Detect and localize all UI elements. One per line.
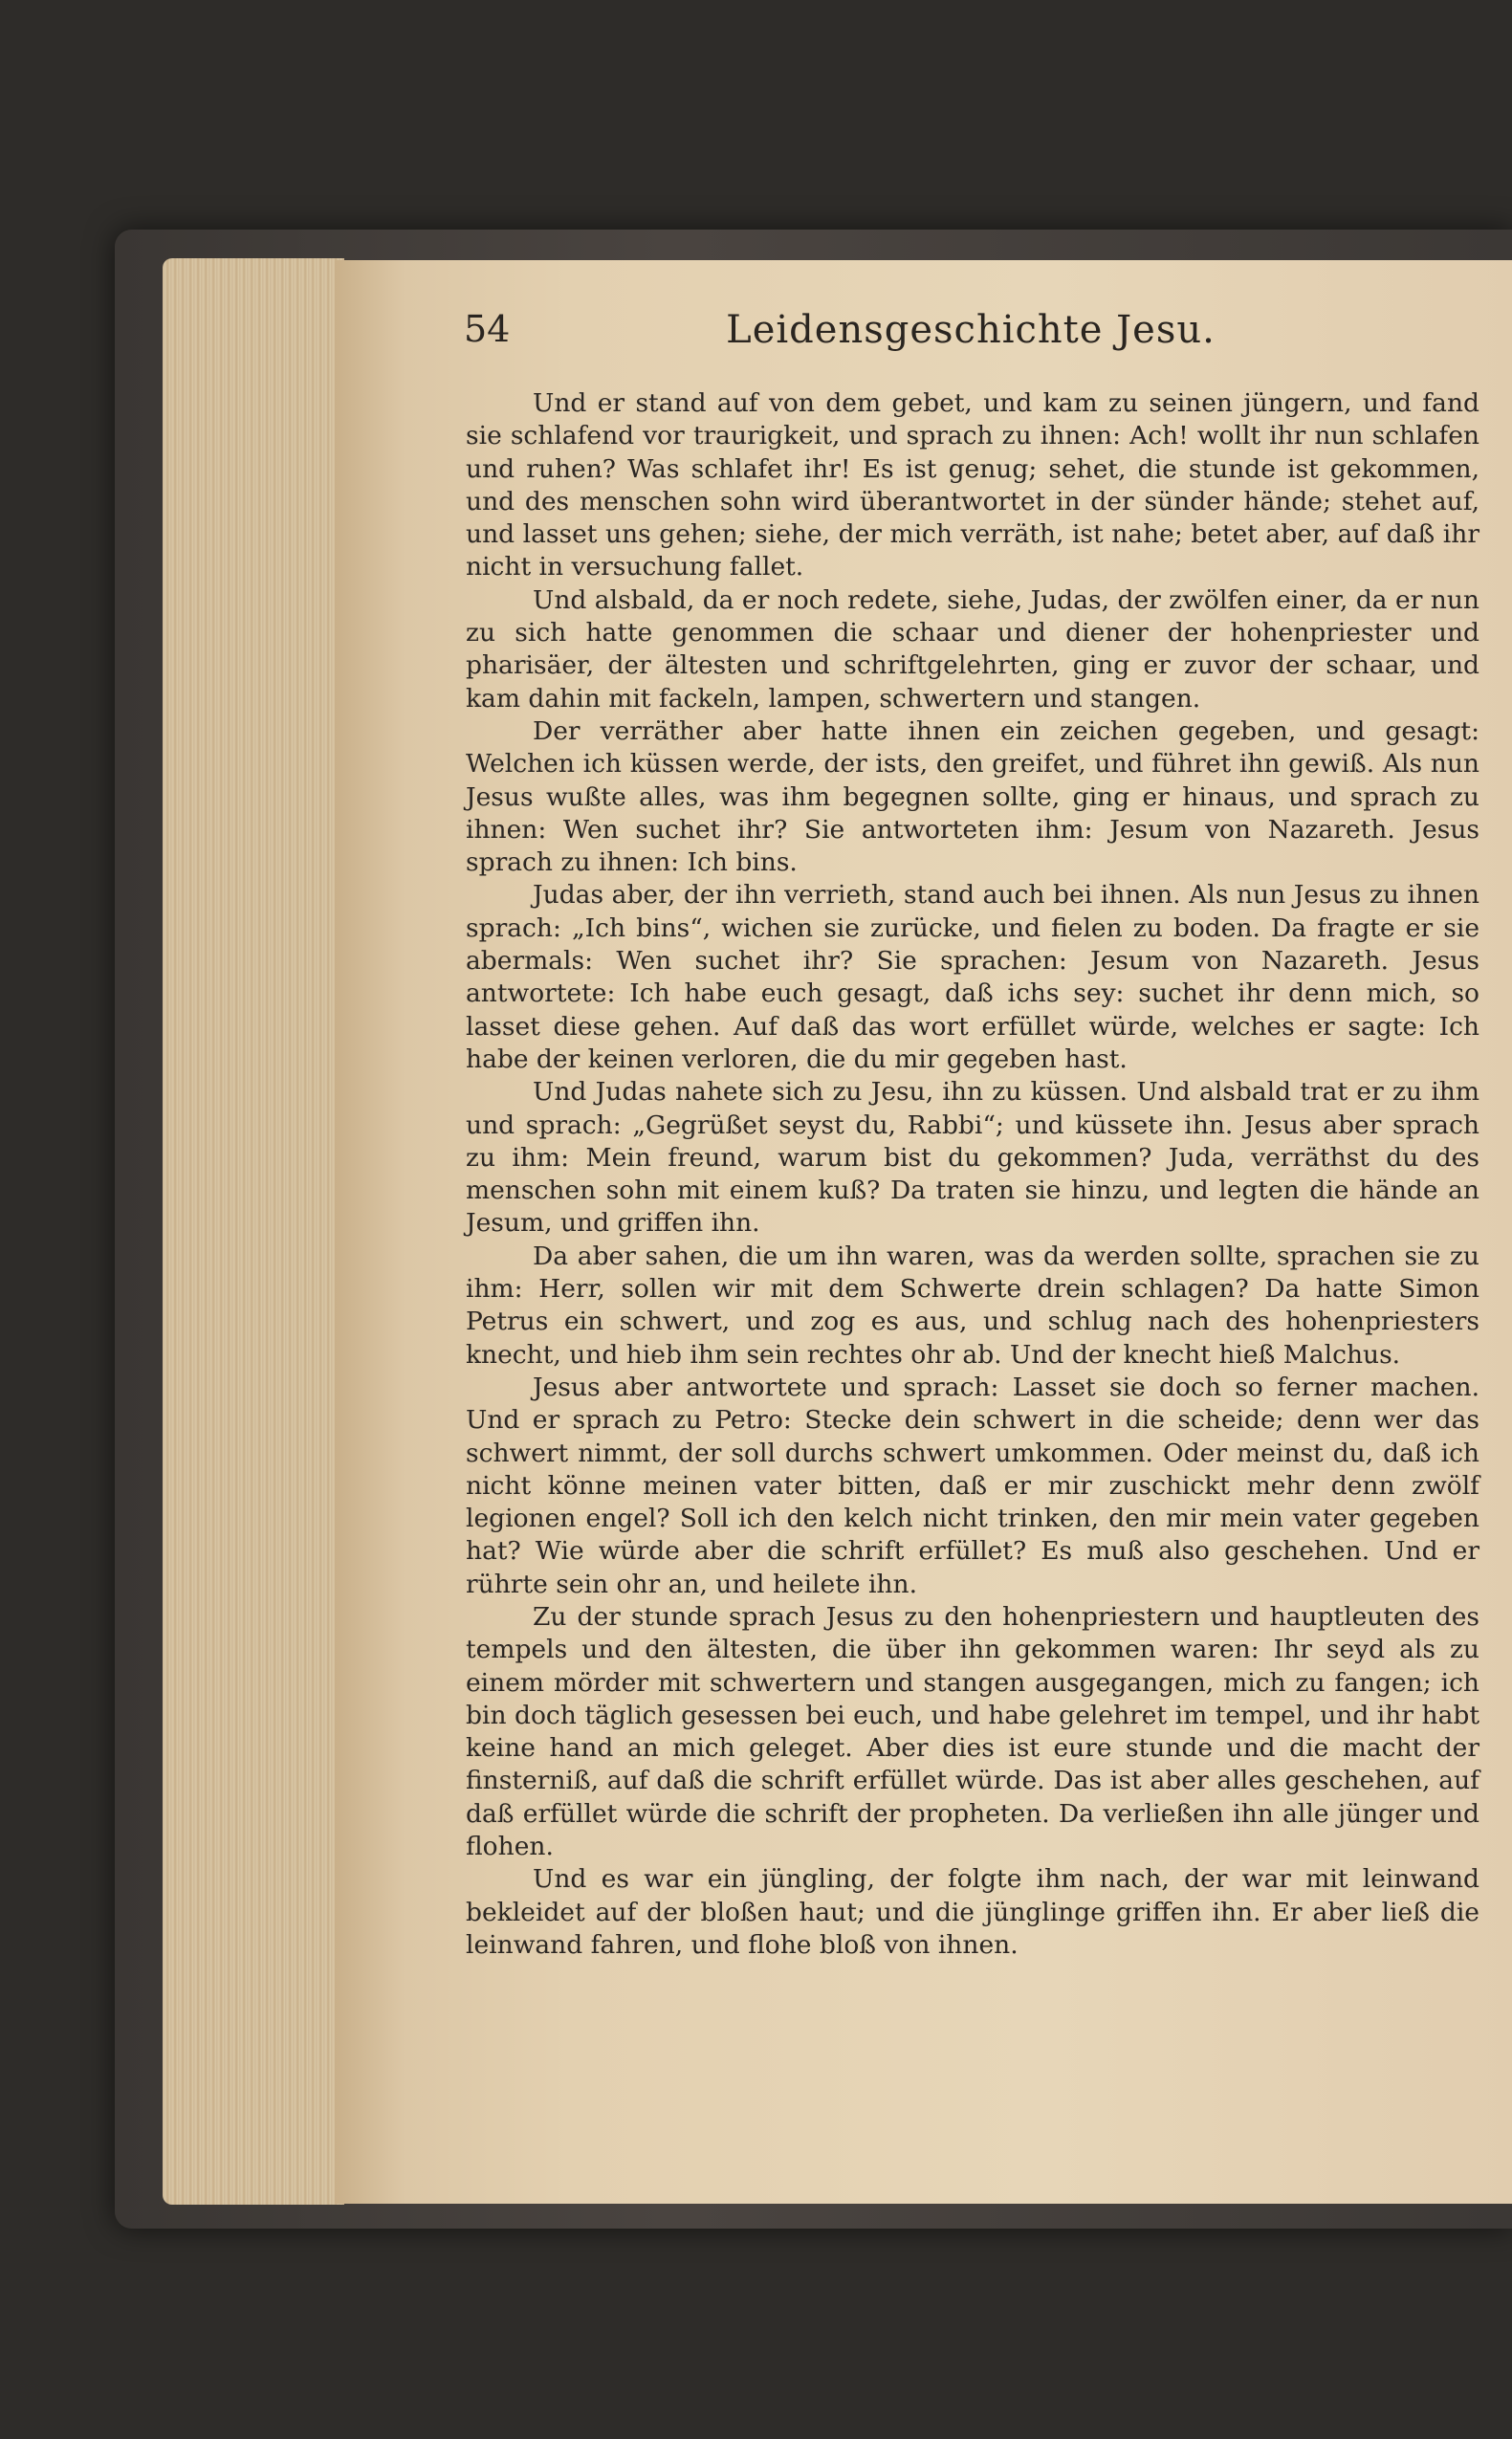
paragraph: Und es war ein jüngling, der folgte ihm nach, der war mit leinwand bekleidet auf der bloßen haut; und die jünglinge griffen ihn. Er aber ließ die leinwand fahren, und flohe bloß von ihnen. — [466, 1864, 1479, 1960]
page-edges — [163, 258, 344, 2205]
paragraph: Zu der stunde sprach Jesus zu den hohenpriestern und hauptleuten des tempels und den ältesten, die über ihn gekommen waren: Ihr seyd als zu einem mörder mit schwertern und stangen ausgegangen, mich zu fangen; ich bin doch täglich gesessen bei euch, und habe gelehret im tempel, und ihr habt keine hand an mich geleget. Aber dies ist eure stunde und die macht der finsterniß, auf daß die schrift erfüllet würde. Das ist aber alles geschehen, auf daß erfüllet würde die schrift der propheten. Da verließen ihn alle jünger und flohen. — [466, 1601, 1479, 1862]
paragraph: Und alsbald, da er noch redete, siehe, Judas, der zwölfen einer, da er nun zu sich hatte genommen die schaar und diener der hohenpriester und pharisäer, der ältesten und schriftgelehrten, ging er zuvor der schaar, und kam dahin mit fackeln, lampen, schwertern und stangen. — [466, 584, 1479, 714]
page-header — [464, 308, 1478, 365]
paragraph: Und er stand auf von dem gebet, und kam zu seinen jüngern, und fand sie schlafend vor traurigkeit, und sprach zu ihnen: Ach! wollt ihr nun schlafen und ruhen? Was schlafet ihr! Es ist genug; sehet, die stunde ist gekommen, und des menschen sohn wird überantwortet in der sünder hände; stehet auf, und lasset uns gehen; siehe, der mich verräth, ist nahe; betet aber, auf daß ihr nicht in versuchung fallet. — [466, 388, 1479, 582]
body-text — [466, 387, 1479, 1962]
paragraph: Da aber sahen, die um ihn waren, was da werden sollte, sprachen sie zu ihm: Herr, sollen wir mit dem Schwerte drein schlagen? Da hatte Simon Petrus ein schwert, und zog es aus, und schlug nach des hohenpriesters knecht, und hieb ihm sein rechtes ohr ab. Und der knecht hieß Malchus. — [466, 1241, 1479, 1370]
paragraph: Und Judas nahete sich zu Jesu, ihn zu küssen. Und alsbald trat er zu ihm und sprach: „Gegrüßet seyst du, Rabbi“; und küssete ihn. Jesus aber sprach zu ihm: Mein freund, warum bist du gekommen? Juda, verräthst du des menschen sohn mit einem kuß? Da traten sie hinzu, und legten die hände an Jesum, und griffen ihn. — [466, 1077, 1479, 1239]
page-number: 54 — [464, 308, 511, 350]
running-title: Leidensgeschichte Jesu. — [726, 308, 1216, 352]
paragraph: Judas aber, der ihn verrieth, stand auch bei ihnen. Als nun Jesus zu ihnen sprach: „Ich bins“, wichen sie zurücke, und fielen zu boden. Da fragte er sie abermals: Wen suchet ihr? Sie sprachen: Jesum von Nazareth. Jesus antwortete: Ich habe euch gesagt, daß ichs sey: suchet ihr denn mich, so lasset diese gehen. Auf daß das wort erfüllet würde, welches er sagte: Ich habe der keinen verloren, die du mir gegeben hast. — [466, 880, 1479, 1074]
paragraph: Der verräther aber hatte ihnen ein zeichen gegeben, und gesagt: Welchen ich küssen werde, der ists, den greifet, und führet ihn gewiß. Als nun Jesus wußte alles, was ihm begegnen sollte, ging er hinaus, und sprach zu ihnen: Wen suchet ihr? Sie antworteten ihm: Jesum von Nazareth. Jesus sprach zu ihnen: Ich bins. — [466, 715, 1479, 878]
paragraph: Jesus aber antwortete und sprach: Lasset sie doch so ferner machen. Und er sprach zu Petro: Stecke dein schwert in die scheide; denn wer das schwert nimmt, der soll durchs schwert umkommen. Oder meinst du, daß ich nicht könne meinen vater bitten, daß er mir zuschickt mehr denn zwölf legionen engel? Soll ich den kelch nicht trinken, den mir mein vater gegeben hat? Wie würde aber die schrift erfüllet? Es muß also geschehen. Und er rührte sein ohr an, und heilete ihn. — [466, 1372, 1479, 1599]
